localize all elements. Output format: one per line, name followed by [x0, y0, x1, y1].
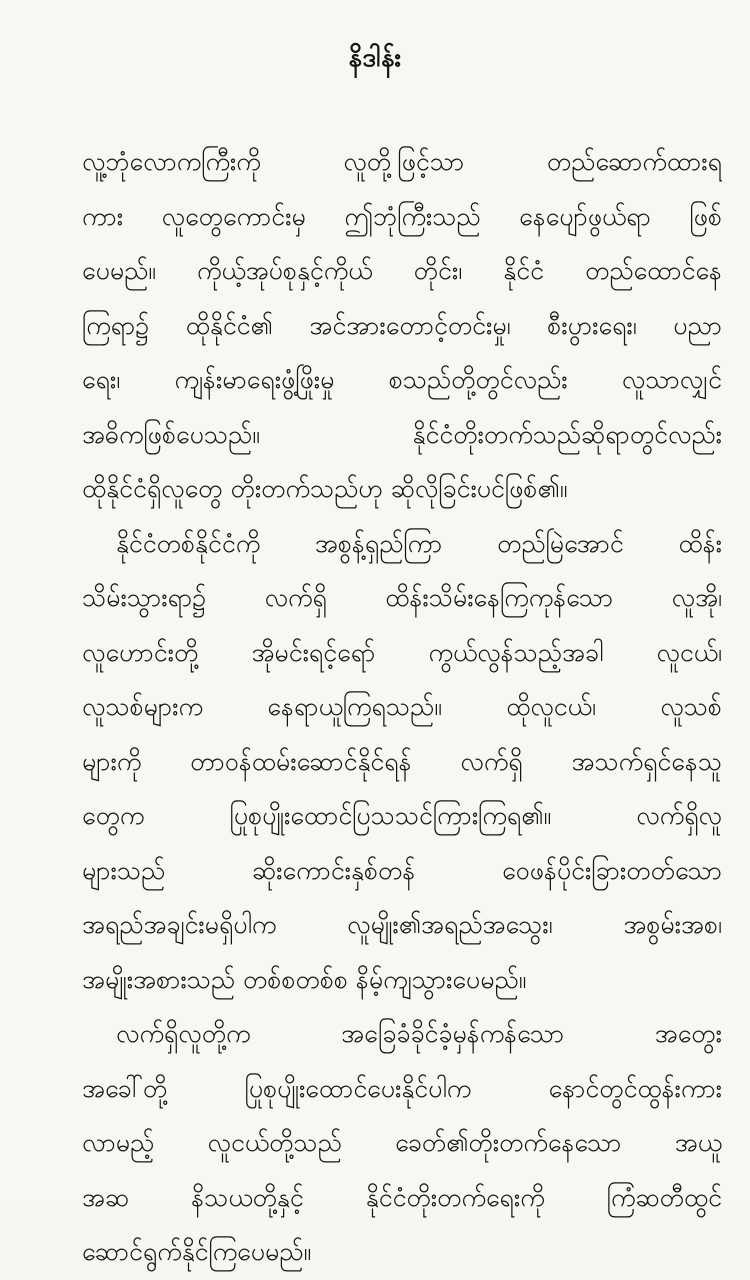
text-line: ထိုနိုင်ငံရှိလူတွေ တိုးတက်သည်ဟု ဆိုလိုခြင်းပင်ဖြစ်၏။	[82, 474, 568, 503]
text-line: အခေါ်တို့ ပြုစုပျိုးထောင်ပေးနိုင်ပါက နောင်တွင်ထွန်းကား	[82, 1073, 722, 1103]
text-line: များသည် ဆိုးကောင်းနှစ်တန် ဝေဖန်ပိုင်းခြားတတ်သော	[82, 855, 722, 885]
text-line: အဓိကဖြစ်ပေသည်။ နိုင်ငံတိုးတက်သည်ဆိုရာတွင်လည်း	[82, 419, 722, 449]
text-line: လူဟောင်းတို့ အိုမင်းရင့်ရော် ကွယ်လွန်သည့်အခါ လူငယ်၊	[82, 637, 722, 667]
text-line: ကား လူတွေကောင်းမှ ဤဘုံကြီးသည် နေပျော်ဖွယ်ရာ ဖြစ်	[82, 201, 722, 231]
text-line: တွေက ပြုစုပျိုးထောင်ပြသသင်ကြားကြရ၏။ လက်ရှိလူ	[82, 801, 722, 830]
text-line: လာမည့် လူငယ်တို့သည် ခေတ်၏တိုးတက်နေသော အယူ	[82, 1128, 722, 1157]
text-line: ပေမည်။ ကိုယ့်အုပ်စုနှင့်ကိုယ် တိုင်း၊ နိုင်ငံ တည်ထောင်နေ	[82, 256, 722, 285]
text-line: အမျိုးအစားသည် တစ်စတစ်စ နိမ့်ကျသွားပေမည်။	[82, 964, 527, 994]
text-line: လက်ရှိလူတို့က အခြေခံခိုင်ခံ့မှန်ကန်သော အတွေး	[116, 1019, 722, 1048]
text-line: များကို တာဝန်ထမ်းဆောင်နိုင်ရန် လက်ရှိ အသက်ရှင်နေသူ	[82, 746, 722, 776]
text-line: သိမ်းသွားရာ၌ လက်ရှိ ထိန်းသိမ်းနေကြကုန်သော လူအို၊	[82, 583, 722, 612]
text-line: အဆ နိသယတို့နှင့် နိုင်ငံတိုးတက်ရေးကို ကြံဆတီထွင်	[82, 1182, 722, 1212]
text-line: ကြရာ၌ ထိုနိုင်ငံ၏ အင်အားတောင့်တင်းမှု၊ စီးပွားရေး၊ ပညာ	[82, 310, 722, 340]
text-line: အရည်အချင်းမရှိပါက လူမျိုး၏အရည်အသွေး၊ အစွမ်းအစ၊	[82, 910, 722, 939]
text-line: ရေး၊ ကျန်းမာရေးဖွံ့ဖြိုးမှု စသည်တို့တွင်လည်း လူသာလျှင်	[82, 365, 722, 394]
text-line: ဆောင်ရွက်နိုင်ကြပေမည်။	[82, 1237, 312, 1266]
body-text	[82, 135, 722, 1280]
text-line: လူသစ်များက နေရာယူကြရသည်။ ထိုလူငယ်၊ လူသစ်	[82, 692, 722, 721]
text-line: လူ့ဘုံလောကကြီးကို လူတို့ဖြင့်သာ တည်ဆောက်ထားရ	[82, 147, 722, 176]
text-line: နိုင်ငံတစ်နိုင်ငံကို အစွန့်ရှည်ကြာ တည်မြဲအောင် ထိန်း	[116, 528, 722, 558]
page-title: နိဒါန်း	[348, 43, 402, 73]
